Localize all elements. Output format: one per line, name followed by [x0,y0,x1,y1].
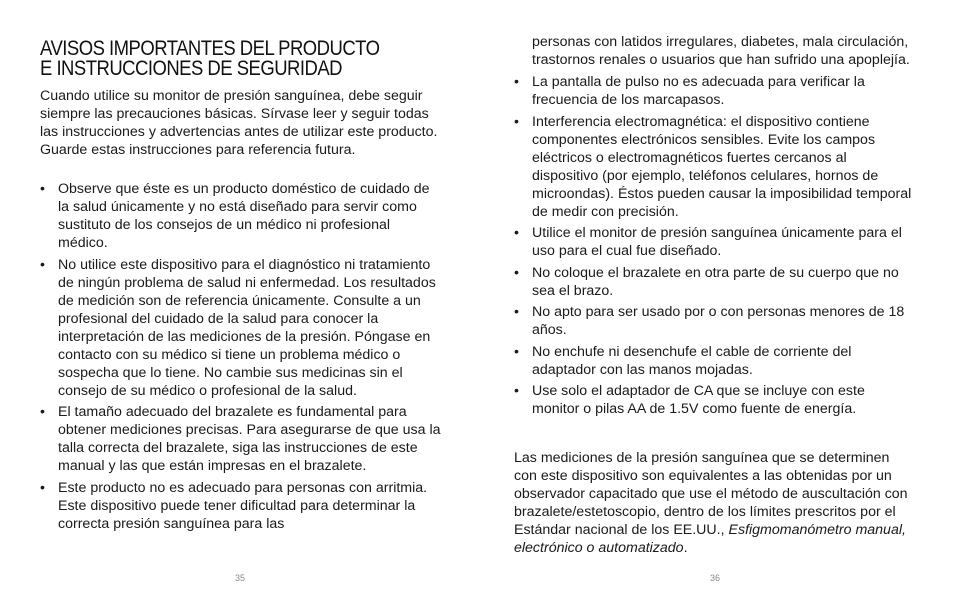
bullet-icon: • [514,264,519,281]
closing-paragraph [514,449,916,557]
list-item [514,73,916,109]
standard-name: Esfigmomanómetro manual, electrónico o automatizado [514,522,906,556]
list-item [514,224,916,260]
list-item [40,180,442,252]
list-item-text: La pantalla de pulso no es adecuada para verificar la frecuencia de los marcapasos. [532,74,865,108]
title-line-2: E INSTRUCCIONES DE SEGURIDAD [40,56,342,80]
right-page [514,0,916,600]
closing-period: . [683,540,688,556]
list-item [40,256,442,400]
bullet-icon: • [514,74,519,90]
list-item-text: No apto para ser usado por o con personas menores de 18 años. [532,304,905,338]
intro-paragraph: Cuando utilice su monitor de presión sanguínea, debe seguir siempre las precauciones básicas. Sírvase leer y seguir todas las instrucciones y advertencias antes de utilizar este producto. Guarde estas instrucciones para referencia futura. [40,88,438,158]
list-item-text: No coloque el brazalete en otra parte de su cuerpo que no sea el brazo. [532,264,899,299]
list-item-text: Este producto no es adecuado para personas con arritmia. Este dispositivo puede tener dificultad para determinar la correcta presión sanguínea para las [58,479,428,532]
page-title [40,38,379,78]
bullet-icon: • [514,113,519,130]
left-bullet-list [40,180,442,536]
bullet-icon: • [40,256,45,273]
list-item [514,113,916,221]
list-item-text: El tamaño adecuado del brazalete es fundamental para obtener mediciones precisas. Para asegurarse de que usa la talla correcta del brazalete, siga las instrucciones de este manual y las que están impresas en el brazalete. [58,404,441,474]
right-bullet-list [514,33,916,422]
list-item-text: Utilice el monitor de presión sanguínea únicamente para el uso para el cual fue diseñado. [532,225,902,259]
list-item-text: personas con latidos irregulares, diabetes, mala circulación, trastornos renales o usuarios que han sufrido una apoplejía. [532,34,910,68]
list-item-text: Interferencia electromagnética: el dispositivo contiene componentes electrónicos sensibles. Evite los campos eléctricos o electromagnéticos fuertes cercanos al dispositivo (por ejemplo, teléfonos celulares, hornos de microondas). Éstos pueden causar la imposibilidad temporal de medir con precisión. [532,113,912,220]
list-item-text: Observe que éste es un producto doméstico de cuidado de la salud únicamente y no está diseñado para servir como sustituto de los consejos de un médico ni profesional médico. [58,181,430,251]
list-item-continuation [514,33,916,69]
list-item [40,479,442,533]
title-line-1: AVISOS IMPORTANTES DEL PRODUCTO [40,36,380,60]
bullet-icon: • [40,479,45,496]
page-number: 35 [235,573,246,583]
list-item [514,382,916,418]
left-page [40,0,442,600]
list-item-text: No utilice este dispositivo para el diagnóstico ni tratamiento de ningún problema de salud ni enfermedad. Los resultados de medición son de referencia únicamente. Consulte a un profesional del cuidado de la salud para conocer la interpretación de las mediciones de la presión. Póngase en contacto con su médico si tiene un problema médico o sospecha que lo tiene. No cambie sus medicinas sin el consejo de su médico o profesional de la salud. [58,256,436,399]
bullet-icon: • [40,181,45,197]
list-item [40,403,442,475]
list-item-text: No enchufe ni desenchufe el cable de corriente del adaptador con las manos mojadas. [532,343,852,378]
list-item-text: Use solo el adaptador de CA que se incluye con este monitor o pilas AA de 1.5V como fuente de energía. [532,383,865,417]
closing-text: Las mediciones de la presión sanguínea que se determinen con este dispositivo son equivalentes a las obtenidas por un observador capacitado que use el método de auscultación con brazalete/estetoscopio, dentro de los límites prescritos por el Estándar nacional de los EE.UU., [514,450,908,538]
bullet-icon: • [514,383,519,399]
bullet-icon: • [514,225,519,241]
list-item [514,343,916,379]
list-item [514,264,916,300]
list-item [514,303,916,339]
bullet-icon: • [40,404,45,420]
page-number: 36 [710,573,721,583]
bullet-icon: • [514,304,519,320]
bullet-icon: • [514,343,519,360]
